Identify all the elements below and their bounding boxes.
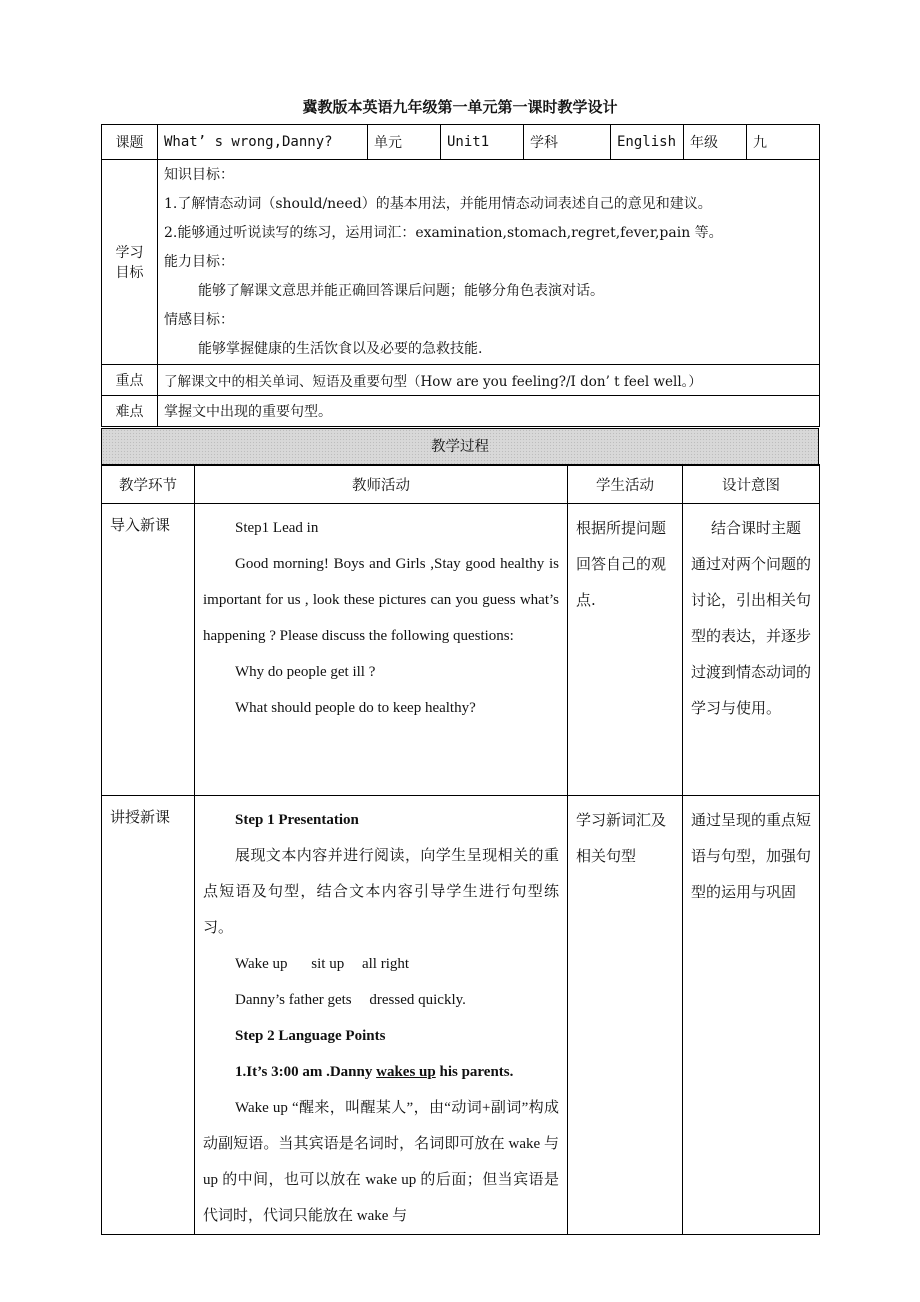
emotion-item-1: 能够掌握健康的生活饮食以及必要的急救技能.: [198, 340, 483, 357]
question-1: Why do people get ill ?: [235, 664, 376, 680]
teacher-activity-intro: [195, 504, 568, 796]
process-table: [101, 464, 820, 1235]
phrase-1: Wake up: [235, 956, 288, 972]
design-intent-intro-text: 结合课时主题通过对两个问题的讨论，引出相关句型的表达，并逐步过渡到情态动词的学习与使用。: [691, 519, 812, 717]
phrase-line: [203, 946, 559, 982]
design-intent-new: 通过呈现的重点短语与句型，加强句型的运用与巩固: [683, 796, 820, 1235]
header-student: 学生活动: [568, 465, 683, 504]
objectives-label: [102, 160, 158, 365]
process-title-bar: 教学过程: [101, 428, 819, 466]
objectives-content: [158, 160, 820, 365]
design-intent-intro: [683, 504, 820, 796]
language-points-heading: Step 2 Language Points: [235, 1028, 386, 1044]
stage-new: 讲授新课: [102, 796, 195, 1235]
point-post: his parents.: [439, 1064, 514, 1080]
sentence-tail: dressed quickly.: [369, 992, 466, 1008]
page-title: 冀教版本英语九年级第一单元第一课时教学设计: [302, 98, 618, 116]
emotion-heading: 情感目标：: [164, 311, 234, 328]
teacher-activity-new: [195, 796, 568, 1235]
info-table: [101, 124, 820, 427]
header-stage: 教学环节: [102, 465, 195, 504]
objectives-label-1: 学习: [115, 245, 144, 261]
header-intent: 设计意图: [683, 465, 820, 504]
difficult-points-row: [102, 396, 820, 427]
point-pre: 1.It’s 3:00 am .Danny: [235, 1064, 373, 1080]
process-row-intro: [102, 504, 820, 796]
sentence-line: [203, 982, 559, 1018]
subject-label: 学科: [524, 125, 611, 160]
header-teacher: 教师活动: [195, 465, 568, 504]
lesson-label: 课题: [102, 125, 158, 160]
lead-in-heading: Step1 Lead in: [235, 520, 319, 536]
key-points-row: [102, 365, 820, 396]
grade-label: 年级: [684, 125, 747, 160]
knowledge-heading: 知识目标：: [164, 166, 234, 183]
student-activity-new: 学习新词汇及相关句型: [568, 796, 683, 1235]
difficult-label: 难点: [102, 396, 158, 427]
process-row-new: [102, 796, 820, 1235]
lesson-row: [102, 125, 820, 160]
student-activity-intro: 根据所提问题回答自己的观点.: [568, 504, 683, 796]
stage-intro: 导入新课: [102, 504, 195, 796]
ability-item-1: 能够了解课文意思并能正确回答课后问题；能够分角色表演对话。: [198, 282, 604, 299]
knowledge-item-1: 1.了解情态动词（should/need）的基本用法，并能用情态动词表述自己的意见和建议。: [164, 195, 712, 212]
objectives-row: [102, 160, 820, 365]
unit-value: Unit1: [441, 125, 524, 160]
subject-value: English: [611, 125, 684, 160]
point-underline: wakes up: [376, 1064, 436, 1080]
difficult-value: 掌握文中出现的重要句型。: [158, 396, 820, 427]
process-header-row: [102, 465, 820, 504]
lesson-value: What’ s wrong,Danny?: [158, 125, 368, 160]
key-value: 了解课文中的相关单词、短语及重要句型（How are you feeling?/I don’ t feel well。）: [158, 365, 820, 396]
key-label: 重点: [102, 365, 158, 396]
phrase-2: sit up: [311, 956, 345, 972]
ability-heading: 能力目标：: [164, 253, 234, 270]
phrase-3: all right: [361, 956, 410, 972]
sentence-head: Danny’s father gets: [235, 992, 352, 1008]
grade-value: 九: [747, 125, 820, 160]
knowledge-item-2: 2.能够通过听说读写的练习，运用词汇：examination,stomach,regret,fever,pain 等。: [164, 224, 723, 241]
lead-in-text: Good morning! Boys and Girls ,Stay good healthy is important for us , look these pictures can you guess what’s happening ? Please discuss the following questions:: [203, 556, 559, 644]
objectives-label-2: 目标: [115, 265, 144, 281]
language-point-explain: Wake up “醒来，叫醒某人”，由“动词+副词”构成动副短语。当其宾语是名词时，名词即可放在 wake 与 up 的中间，也可以放在 wake up 的后面；但当宾语是代词时，代词只能放在 wake 与: [203, 1100, 559, 1224]
unit-label: 单元: [368, 125, 441, 160]
question-2: What should people do to keep healthy?: [235, 700, 476, 716]
presentation-text: 展现文本内容并进行阅读，向学生呈现相关的重点短语及句型，结合文本内容引导学生进行句型练习。: [203, 848, 559, 936]
presentation-heading: Step 1 Presentation: [235, 812, 359, 828]
language-point-1: [203, 1054, 559, 1090]
